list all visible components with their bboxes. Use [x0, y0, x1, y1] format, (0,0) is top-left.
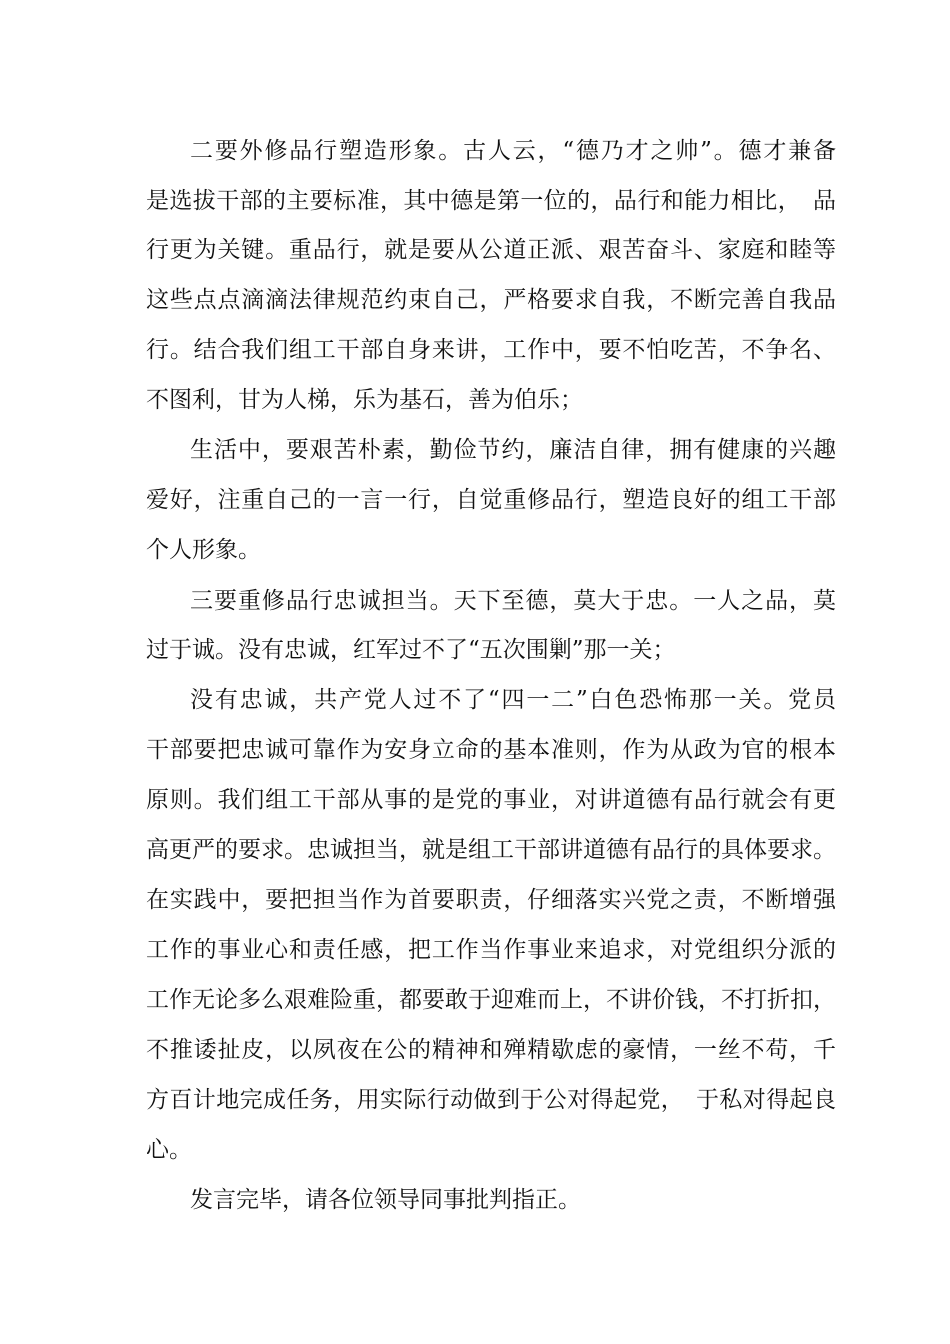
text-line: 工作的事业心和责任感，把工作当作事业来追求，对党组织分派的 [146, 937, 836, 963]
text-line: 没有忠诚，共产党人过不了“四一二”白色恐怖那一关。党员 [190, 687, 836, 713]
text-line: 心。 [146, 1137, 192, 1163]
text-line: 行。结合我们组工干部自身来讲，工作中，要不怕吃苦，不争名、 [146, 337, 836, 363]
text-line: 过于诚。没有忠诚，红军过不了“五次围剿”那一关； [146, 637, 676, 663]
text-line: 个人形象。 [146, 537, 261, 563]
text-line: 是选拔干部的主要标准，其中德是第一位的，品行和能力相比， 品 [146, 188, 836, 214]
text-line: 二要外修品行塑造形象。古人云，“德乃才之帅”。德才兼备 [190, 138, 836, 164]
text-line: 原则。我们组工干部从事的是党的事业，对讲道德有品行就会有更 [146, 787, 836, 813]
text-line: 工作无论多么艰难险重，都要敢于迎难而上，不讲价钱，不打折扣， [146, 987, 836, 1013]
text-line: 三要重修品行忠诚担当。天下至德，莫大于忠。一人之品，莫 [190, 588, 836, 614]
text-line: 不图利，甘为人梯，乐为基石，善为伯乐； [146, 387, 583, 413]
text-line: 方百计地完成任务，用实际行动做到于公对得起党， 于私对得起良 [146, 1087, 836, 1113]
text-line: 生活中，要艰苦朴素，勤俭节约，廉洁自律，拥有健康的兴趣 [190, 437, 836, 463]
text-line: 发言完毕，请各位领导同事批判指正。 [190, 1187, 581, 1213]
text-line: 高更严的要求。忠诚担当，就是组工干部讲道德有品行的具体要求。 [146, 837, 836, 863]
text-line: 行更为关键。重品行，就是要从公道正派、艰苦奋斗、家庭和睦等 [146, 237, 836, 263]
text-line: 爱好，注重自己的一言一行，自觉重修品行，塑造良好的组工干部 [146, 487, 836, 513]
text-line: 在实践中，要把担当作为首要职责，仔细落实兴党之责，不断增强 [146, 887, 836, 913]
text-line: 这些点点滴滴法律规范约束自己，严格要求自我，不断完善自我品 [146, 287, 836, 313]
text-line: 干部要把忠诚可靠作为安身立命的基本准则，作为从政为官的根本 [146, 737, 836, 763]
text-line: 不推诿扯皮，以夙夜在公的精神和殚精歇虑的豪情，一丝不苟，千 [146, 1037, 836, 1063]
